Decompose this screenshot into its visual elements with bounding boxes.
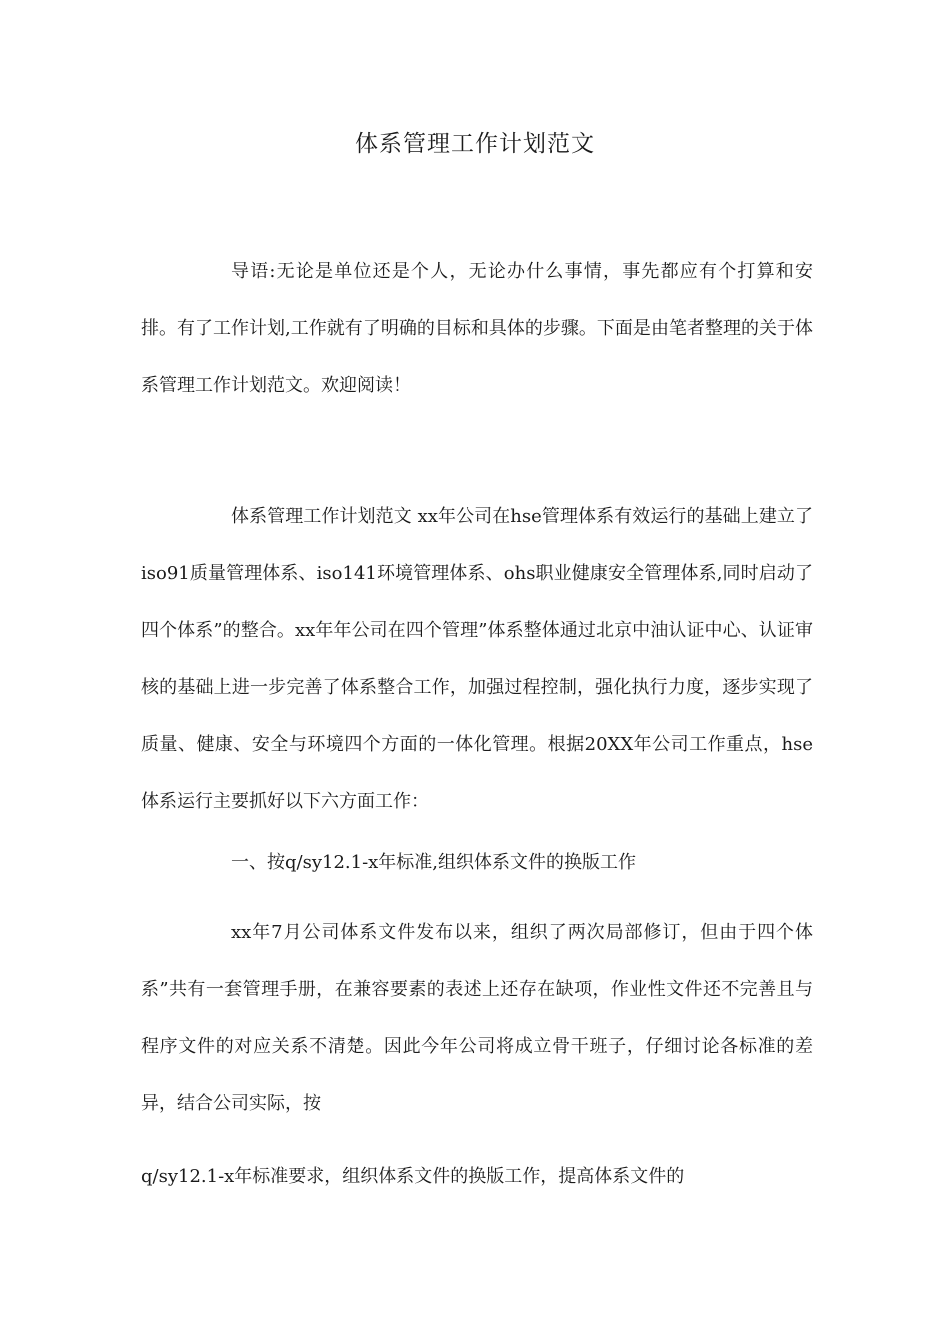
body-paragraph-3: q/sy12.1-x年标准要求，组织体系文件的换版工作，提高体系文件的	[141, 1166, 685, 1187]
body-paragraph-1: 体系管理工作计划范文 xx年公司在hse管理体系有效运行的基础上建立了 iso91质量管理体系、iso141环境管理体系、ohs职业健康安全管理体系,同时启动了四个体系”的整合。xx年年公司在四个管理”体系整体通过北京中油认证中心、认证审核的基础上进一步完善了体系整合工作，加强过程控制，强化执行力度，逐步实现了质量、健康、安全与环境四个方面的一体化管理。根据20XX年公司工作重点，hse体系运行主要抓好以下六方面工作：	[141, 506, 813, 812]
document-title: 体系管理工作计划范文	[355, 131, 595, 157]
body-paragraph-2: xx年7月公司体系文件发布以来，组织了两次局部修订，但由于四个体系”共有一套管理手册，在兼容要素的表述上还存在缺项，作业性文件还不完善且与程序文件的对应关系不清楚。因此今年公司将成立骨干班子，仔细讨论各标准的差异，结合公司实际，按	[141, 922, 813, 1114]
section-heading-1: 一、按q/sy12.1-x年标准,组织体系文件的换版工作	[231, 852, 637, 873]
intro-paragraph: 导语:无论是单位还是个人，无论办什么事情，事先都应有个打算和安排。有了工作计划,工作就有了明确的目标和具体的步骤。下面是由笔者整理的关于体系管理工作计划范文。欢迎阅读！	[141, 261, 813, 396]
